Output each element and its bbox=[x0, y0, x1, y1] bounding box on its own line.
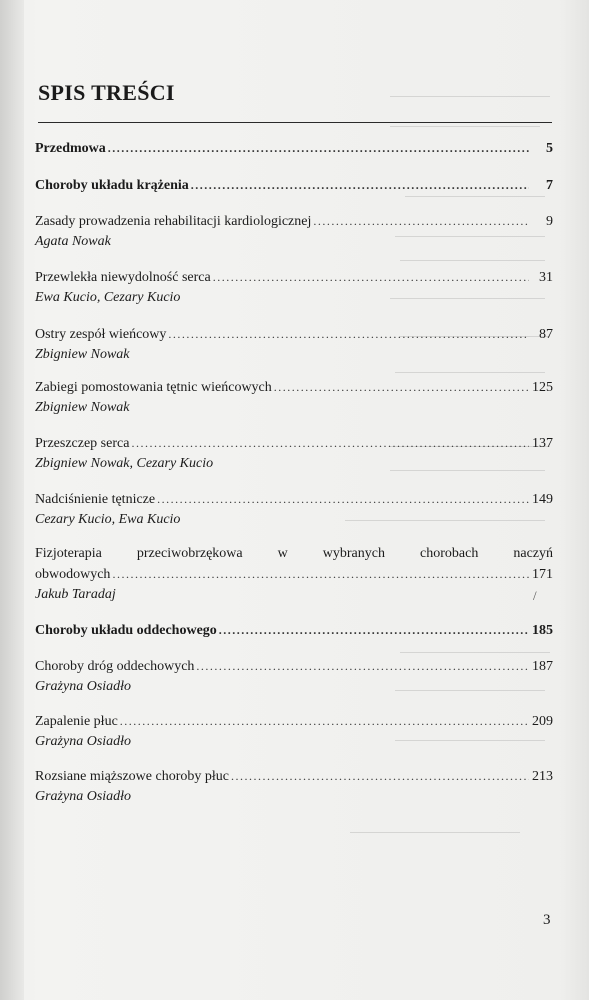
dot-leader bbox=[112, 564, 529, 582]
toc-entry-author: Grażyna Osiadło bbox=[35, 679, 132, 694]
toc-entry-page: 213 bbox=[532, 769, 553, 784]
dot-leader bbox=[274, 377, 529, 395]
toc-entry-author: Jakub Taradaj bbox=[35, 587, 116, 602]
toc-entry[interactable] bbox=[35, 544, 553, 605]
dot-leader bbox=[108, 138, 529, 156]
toc-entry[interactable] bbox=[35, 766, 553, 807]
toc-entry-page: 149 bbox=[532, 492, 553, 507]
toc-entry-page: 7 bbox=[546, 178, 553, 193]
toc-entry-title: Choroby układu krążenia bbox=[35, 178, 189, 193]
toc-entry-page: 137 bbox=[532, 436, 553, 451]
toc-entry-title: Nadciśnienie tętnicze bbox=[35, 492, 156, 507]
heading-divider bbox=[38, 122, 552, 123]
toc-entry-title: Rozsiane miąższowe choroby płuc bbox=[35, 769, 229, 784]
toc-entry-title: Zapalenie płuc bbox=[35, 714, 118, 729]
toc-entry-author: Grażyna Osiadło bbox=[35, 789, 132, 804]
toc-entry-title: Zasady prowadzenia rehabilitacji kardiologicznej bbox=[35, 214, 312, 229]
toc-entry-title: Przewlekła niewydolność serca bbox=[35, 270, 211, 285]
dot-leader bbox=[157, 489, 529, 507]
dot-leader bbox=[219, 620, 529, 638]
toc-entry-title: Choroby dróg oddechowych bbox=[35, 659, 195, 674]
dot-leader bbox=[231, 766, 529, 784]
toc-entry-preface[interactable] bbox=[35, 138, 553, 159]
toc-entry[interactable] bbox=[35, 324, 553, 365]
page-number: 3 bbox=[543, 912, 551, 928]
pencil-tick-mark: / bbox=[533, 588, 537, 603]
page-title: SPIS TREŚCI bbox=[38, 80, 175, 105]
dot-leader bbox=[120, 711, 529, 729]
toc-entry[interactable] bbox=[35, 433, 553, 474]
toc-entry-author: Zbigniew Nowak, Cezary Kucio bbox=[35, 456, 214, 471]
toc-section-circulatory[interactable] bbox=[35, 175, 553, 196]
toc-entry-page: 209 bbox=[532, 714, 553, 729]
toc-entry-author: Ewa Kucio, Cezary Kucio bbox=[35, 290, 181, 305]
toc-entry-title: Zabiegi pomostowania tętnic wieńcowych bbox=[35, 380, 272, 395]
toc-entry-title: Przeszczep serca bbox=[35, 436, 130, 451]
toc-section-respiratory[interactable] bbox=[35, 620, 553, 641]
toc-entry-title: obwodowych bbox=[35, 567, 111, 582]
toc-entry[interactable] bbox=[35, 489, 553, 530]
toc-entry-author: Cezary Kucio, Ewa Kucio bbox=[35, 512, 181, 527]
toc-entry-page: 187 bbox=[532, 659, 553, 674]
toc-entry[interactable] bbox=[35, 211, 553, 252]
toc-entry-page: 171 bbox=[532, 567, 553, 582]
toc-entry[interactable] bbox=[35, 377, 553, 418]
toc-entry-page: 185 bbox=[532, 623, 553, 638]
toc-entry-page: 5 bbox=[546, 141, 553, 156]
dot-leader bbox=[196, 656, 529, 674]
toc-entry-author: Zbigniew Nowak bbox=[35, 347, 130, 362]
toc-entry-page: 31 bbox=[539, 270, 553, 285]
dot-leader bbox=[213, 267, 529, 285]
toc-entry-page: 9 bbox=[546, 214, 553, 229]
toc-entry-title: Przedmowa bbox=[35, 141, 106, 156]
dot-leader bbox=[131, 433, 529, 451]
toc-entry-author: Grażyna Osiadło bbox=[35, 734, 132, 749]
toc-entry-author: Agata Nowak bbox=[35, 234, 111, 249]
dot-leader bbox=[168, 324, 529, 342]
toc-entry[interactable] bbox=[35, 711, 553, 752]
toc-entry[interactable] bbox=[35, 267, 553, 308]
toc-entry-title: Choroby układu oddechowego bbox=[35, 623, 217, 638]
toc-entry[interactable] bbox=[35, 656, 553, 697]
dot-leader bbox=[313, 211, 529, 229]
toc-entry-title: Ostry zespół wieńcowy bbox=[35, 327, 167, 342]
dot-leader bbox=[191, 175, 529, 193]
toc-entry-title-line1: Fizjoterapia przeciwobrzękowa w wybranych chorobach naczyń bbox=[35, 546, 553, 561]
toc-entry-author: Zbigniew Nowak bbox=[35, 400, 130, 415]
toc-entry-page: 125 bbox=[532, 380, 553, 395]
toc-entry-page: 87 bbox=[539, 327, 553, 342]
